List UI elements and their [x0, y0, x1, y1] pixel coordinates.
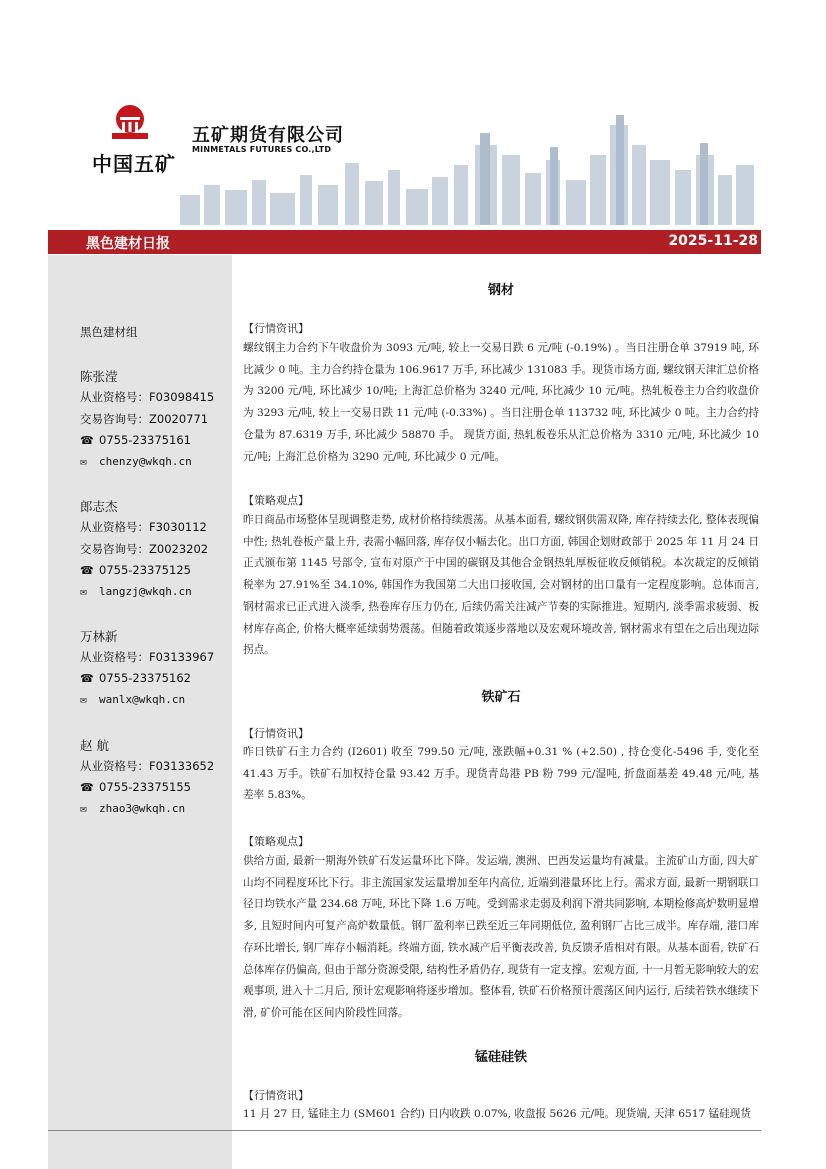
- phone-icon: ☎: [80, 564, 94, 577]
- analyst-license: 从业资格号：F03098415: [80, 390, 215, 404]
- view-tag: 【策略观点】: [243, 835, 309, 848]
- email-address[interactable]: zhao3@wkqh.cn: [99, 802, 186, 815]
- section-heading-mnsi: 锰硅硅铁: [474, 1050, 527, 1065]
- logo-text: 中国五矿: [92, 152, 176, 176]
- analyst-consult-number: 交易咨询号：Z0020771: [80, 412, 209, 426]
- city-skyline-image: [170, 85, 760, 225]
- phone-icon: ☎: [80, 672, 94, 685]
- team-name: 黑色建材组: [80, 325, 138, 339]
- report-date: 2025-11-28: [668, 233, 758, 249]
- mail-icon: ✉: [80, 693, 87, 706]
- analyst-email[interactable]: [80, 585, 192, 598]
- company-name-cn: 五矿期货有限公司: [192, 125, 344, 146]
- analyst-name: 赵 航: [80, 738, 109, 753]
- news-tag: 【行情资讯】: [243, 322, 309, 335]
- email-address[interactable]: wanlx@wkqh.cn: [99, 693, 186, 706]
- news-tag: 【行情资讯】: [243, 1089, 309, 1102]
- analyst-license: 从业资格号：F03133652: [80, 759, 215, 773]
- report-title: 黑色建材日报: [86, 236, 170, 252]
- view-tag: 【策略观点】: [243, 494, 309, 507]
- mail-icon: ✉: [80, 585, 87, 598]
- email-address[interactable]: langzj@wkqh.cn: [99, 585, 192, 598]
- iron-ore-view-paragraph: 供给方面, 最新一期海外铁矿石发运量环比下降。发运端, 澳洲、巴西发运量均有减量。主流矿山方面, 四大矿山均不同程度环比下行。非主流国家发运量增加至年内高位, 近端到港量环比上行。需求方面, 最新一期钢联口径日均铁水产量 234.68 万吨, 环比下降 1.6 万吨。受到需求走弱及利润下滑共同影响, 本期检修高炉数明显增多, 且短时间内可复产高炉数量低。钢厂盈利率已跌至近三年同期低位, 盈利钢厂占比三成半。库存端, 港口库存环比增长, 钢厂库存小幅消耗。终端方面, 铁水减产后平衡表改善, 负反馈矛盾相对有限。从基本面看, 铁矿石总体库存仍偏高, 但由于部分资源受限, 结构性矛盾仍存, 现货有一定支撑。宏观方面, 十一月暂无影响较大的宏观事项, 进入十二月后, 预计宏观影响将逐步增加。整体看, 铁矿石价格预计震荡区间内运行, 后续若铁水继续下滑, 矿价可能在区间内阶段性回落。: [243, 855, 759, 1019]
- steel-view-paragraph: 昨日商品市场整体呈现调整走势, 成材价格持续震荡。从基本面看, 螺纹钢供需双降, 库存持续去化, 整体表现偏中性; 热轧卷板产量上升, 表需小幅回落, 库存仅小幅去化。出口方面, 韩国企划财政部于 2025 年 11 月 24 日正式颁布第 1145 号部令, 宣布对原产于中国的碳钢及其他合金钢热轧厚板征收反倾销税。本次裁定的反倾销税率为 27.91%至 34.10%, 韩国作为我国第二大出口接收国, 会对钢材的出口量有一定程度影响。总体而言, 钢材需求已正式进入淡季, 热卷库存压力仍在, 后续仍需关注减产节奏的实际推进。短期内, 淡季需求疲弱、板材库存高企, 价格大概率延续弱势震荡。但随着政策逐步落地以及宏观环境改善, 钢材需求有望在之后出现边际拐点。: [243, 514, 759, 657]
- steel-news-paragraph: 螺纹钢主力合约下午收盘价为 3093 元/吨, 较上一交易日跌 6 元/吨 (-0.19%) 。当日注册仓单 37919 吨, 环比减少 0 吨。主力合约持仓量为 106.9617 万手, 环比减少 131083 手。现货市场方面, 螺纹钢天津汇总价格为 3200 元/吨, 环比减少 10/吨; 上海汇总价格为 3240 元/吨, 环比减少 10 元/吨。热轧板卷主力合约收盘价为 3293 元/吨, 较上一交易日跌 11 元/吨 (-0.33%) 。当日注册仓单 113732 吨, 环比减少 0 吨。主力合约持仓量为 87.6319 万手, 环比减少 58870 手。 现货方面, 热轧板卷乐从汇总价格为 3310 元/吨, 环比减少 10 元/吨; 上海汇总价格为 3290 元/吨, 环比减少 0 元/吨。: [243, 342, 759, 463]
- phone-number: 0755-23375125: [99, 563, 191, 577]
- analyst-name: 陈张滢: [80, 369, 118, 384]
- analyst-phone: [80, 563, 191, 577]
- section-heading-steel: 钢材: [487, 283, 514, 298]
- phone-icon: ☎: [80, 781, 94, 794]
- company-name-en: MINMETALS FUTURES CO.,LTD: [192, 145, 332, 154]
- section-heading-iron-ore: 铁矿石: [481, 690, 521, 705]
- analyst-email[interactable]: [80, 802, 185, 815]
- analyst-email[interactable]: [80, 455, 192, 468]
- analyst-license: 从业资格号：F03133967: [80, 650, 215, 664]
- mail-icon: ✉: [80, 802, 87, 815]
- phone-number: 0755-23375155: [99, 780, 191, 794]
- analyst-license: 从业资格号：F3030112: [80, 520, 207, 534]
- divider: [48, 1130, 761, 1131]
- analyst-phone: [80, 671, 191, 685]
- analyst-phone: [80, 433, 191, 447]
- analyst-phone: [80, 780, 191, 794]
- analyst-name: 万林新: [80, 629, 118, 644]
- phone-number: 0755-23375162: [99, 671, 191, 685]
- email-address[interactable]: chenzy@wkqh.cn: [99, 455, 192, 468]
- mail-icon: ✉: [80, 455, 87, 468]
- minmetals-logo-icon: [108, 103, 152, 143]
- iron-ore-news-paragraph: 昨日铁矿石主力合约 (I2601) 收至 799.50 元/吨, 涨跌幅+0.31 % (+2.50) , 持仓变化-5496 手, 变化至 41.43 万手。铁矿石加权持仓量 93.42 万手。现货青岛港 PB 粉 799 元/湿吨, 折盘面基差 49.48 元/吨, 基差率 5.83%。: [243, 746, 759, 802]
- analyst-email[interactable]: [80, 693, 185, 706]
- phone-icon: ☎: [80, 434, 94, 447]
- report-header: [0, 0, 826, 228]
- phone-number: 0755-23375161: [99, 433, 191, 447]
- news-tag: 【行情资讯】: [243, 727, 309, 740]
- analyst-consult-number: 交易咨询号：Z0023202: [80, 542, 209, 556]
- mnsi-news-paragraph: 11 月 27 日, 锰硅主力 (SM601 合约) 日内收跌 0.07%, 收盘报 5626 元/吨。现货端, 天津 6517 锰硅现货: [243, 1108, 751, 1120]
- analyst-name: 郎志杰: [80, 499, 118, 514]
